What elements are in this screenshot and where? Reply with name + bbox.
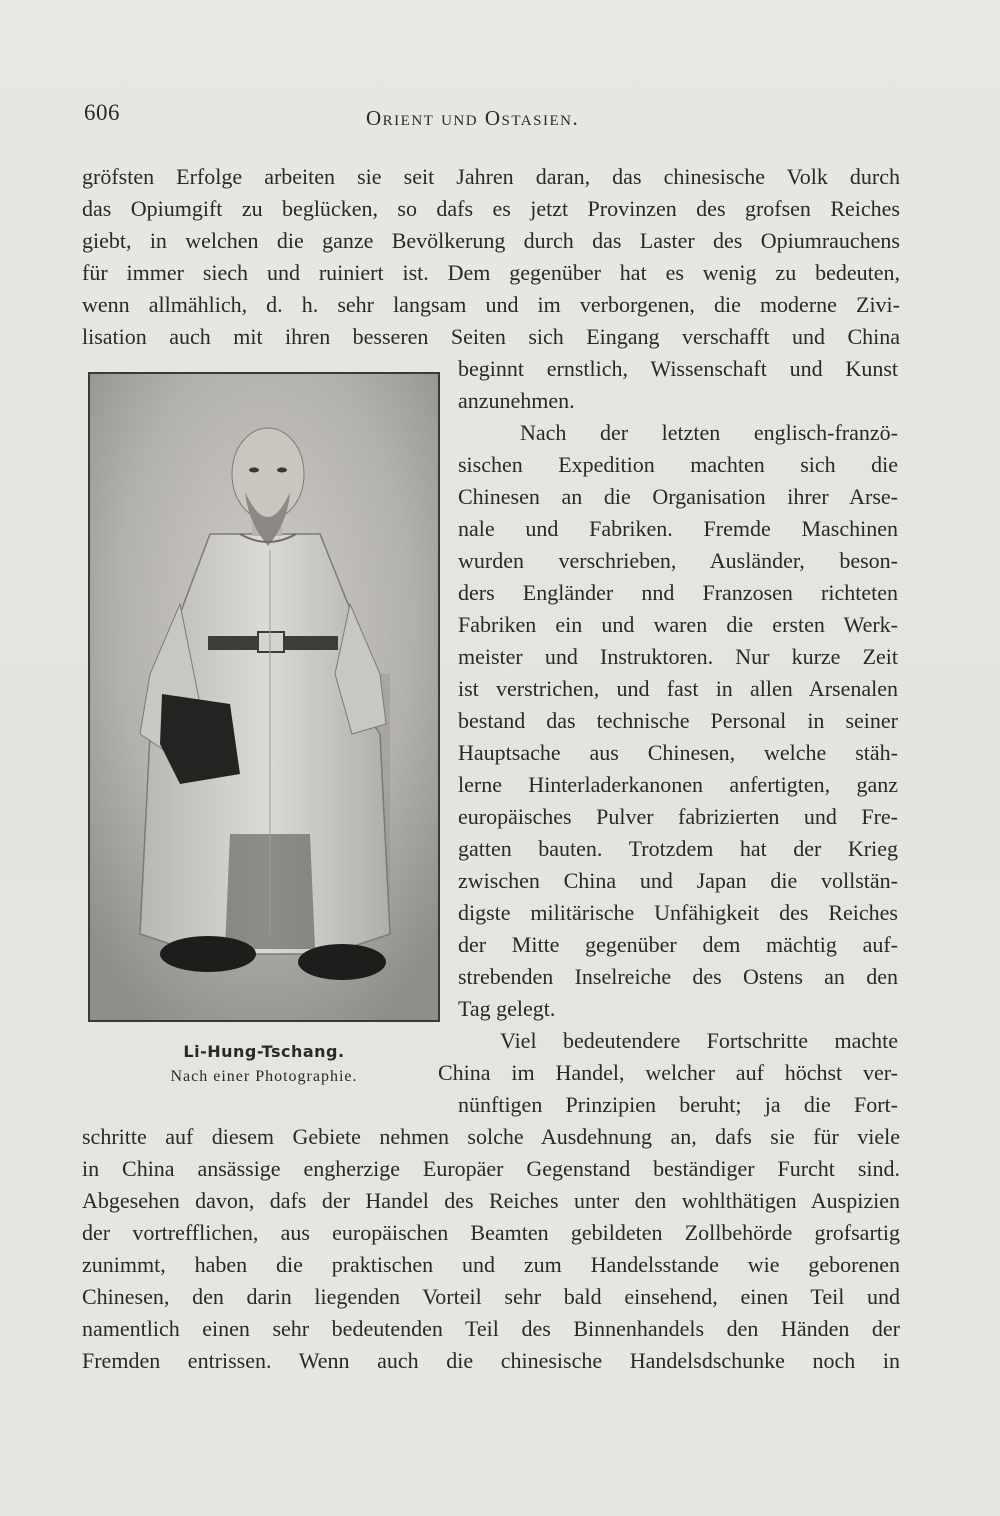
body-line: lisation auch mit ihren besseren Seiten sich Eingang verschafft und China [82,324,900,349]
side-line: Hauptsache aus Chinesen, welche stäh- [458,740,898,765]
seated-figure-illustration [90,374,438,1020]
side-line: anzunehmen. [458,388,575,413]
figure-caption-title: Li-Hung-Tschang. [183,1042,345,1061]
side-line: europäisches Pulver fabrizierten und Fre- [458,804,898,829]
side-line: bestand das technische Personal in seiner [458,708,898,733]
page-header [84,100,884,140]
side-line: zwischen China und Japan die vollstän- [458,868,898,893]
page-number: 606 [84,100,120,125]
side-line: China im Handel, welcher auf höchst ver- [438,1060,898,1085]
body-line: gröfsten Erfolge arbeiten sie seit Jahren daran, das chinesische Volk durch [82,164,900,189]
body-line: wenn allmählich, d. h. sehr langsam und im verborgenen, die moderne Zivi- [82,292,900,317]
side-line: Nach der letzten englisch-franzö- [520,420,898,445]
side-line: gatten bauten. Trotzdem hat der Krieg [458,836,898,861]
body-line: namentlich einen sehr bedeutenden Teil des Binnenhandels den Händen der [82,1316,900,1341]
side-line: nale und Fabriken. Fremde Maschinen [458,516,898,541]
side-line: wurden verschrieben, Ausländer, beson- [458,548,898,573]
body-line: Chinesen, den darin liegenden Vorteil sehr bald einsehend, einen Teil und [82,1284,900,1309]
body-line: zunimmt, haben die praktischen und zum Handelsstande wie geborenen [82,1252,900,1277]
body-line: giebt, in welchen die ganze Bevölkerung durch das Laster des Opiumrauchens [82,228,900,253]
side-line: digste militärische Unfähigkeit des Reiches [458,900,898,925]
body-line: Fremden entrissen. Wenn auch die chinesische Handelsdschunke noch in [82,1348,900,1373]
portrait-photograph [88,372,440,1022]
side-line: sischen Expedition machten sich die [458,452,898,477]
side-line: ist verstrichen, und fast in allen Arsenalen [458,676,898,701]
side-line: der Mitte gegenüber dem mächtig auf- [458,932,898,957]
body-line: schritte auf diesem Gebiete nehmen solche Ausdehnung an, dafs sie für viele [82,1124,900,1149]
side-line: strebenden Inselreiche des Ostens an den [458,964,898,989]
side-line: Chinesen an die Organisation ihrer Arse- [458,484,898,509]
body-line: das Opiumgift zu beglücken, so dafs es jetzt Provinzen des grofsen Reiches [82,196,900,221]
side-line: meister und Instruktoren. Nur kurze Zeit [458,644,898,669]
side-line: Tag gelegt. [458,996,556,1021]
side-line: lerne Hinterladerkanonen anfertigten, ganz [458,772,898,797]
side-line: nünftigen Prinzipien beruht; ja die Fort- [458,1092,898,1117]
body-line: für immer siech und ruiniert ist. Dem gegenüber hat es wenig zu bedeuten, [82,260,900,285]
figure-caption-subtitle: Nach einer Photographie. [170,1068,358,1085]
side-line: beginnt ernstlich, Wissenschaft und Kunst [458,356,898,381]
body-line: Abgesehen davon, dafs der Handel des Reiches unter den wohlthätigen Auspizien [82,1188,900,1213]
running-title: Orient und Ostasien. [366,106,580,130]
body-line: der vortrefflichen, aus europäischen Beamten gebildeten Zollbehörde grofsartig [82,1220,900,1245]
side-line: Viel bedeutendere Fortschritte machte [500,1028,898,1053]
side-line: ders Engländer nnd Franzosen richteten [458,580,898,605]
body-line: in China ansässige engherzige Europäer Gegenstand beständiger Furcht sind. [82,1156,900,1181]
side-line: Fabriken ein und waren die ersten Werk- [458,612,898,637]
